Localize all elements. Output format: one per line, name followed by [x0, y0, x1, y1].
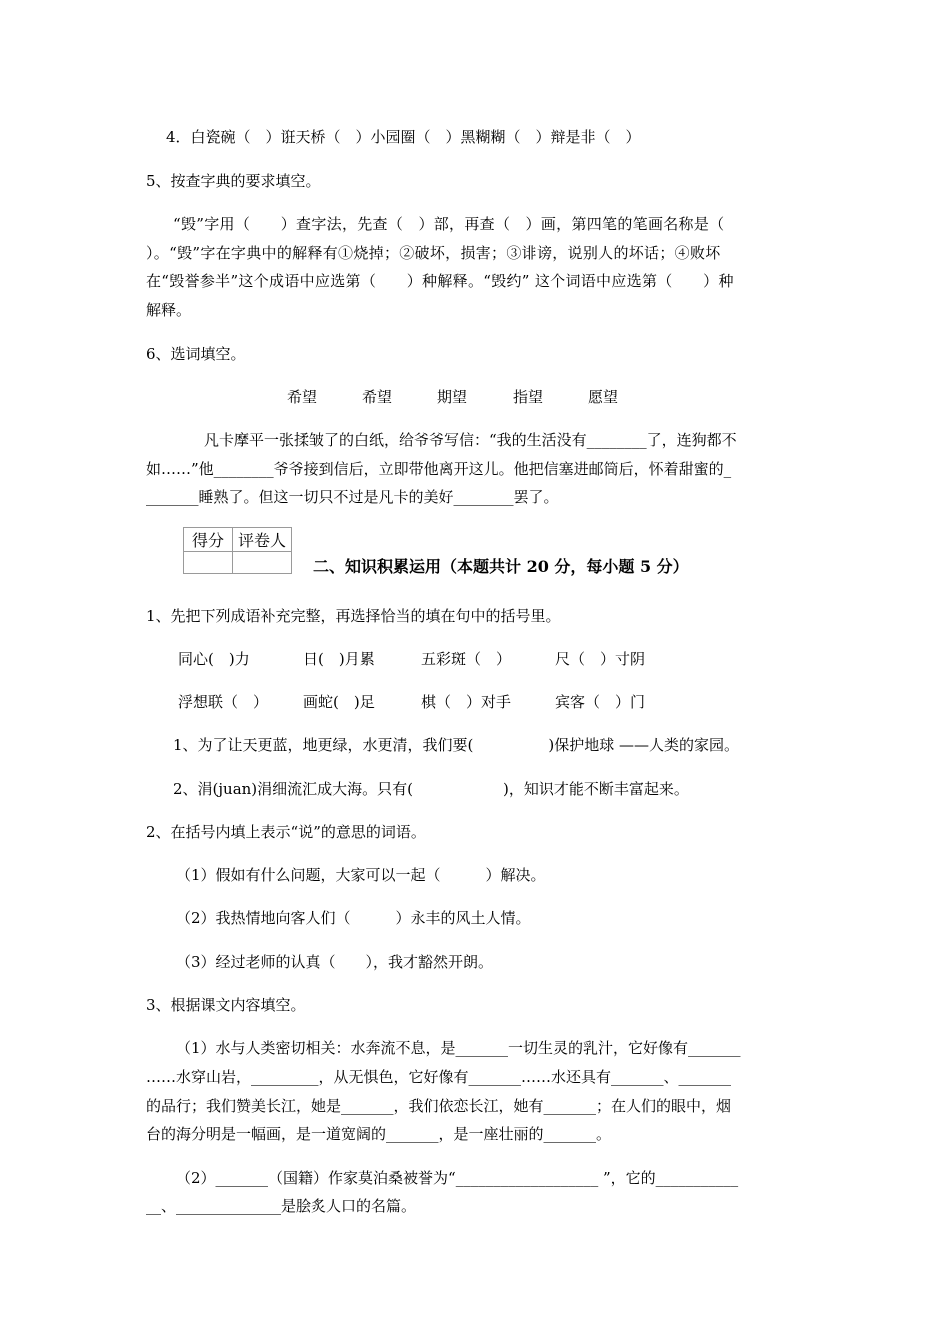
- idiom: 画蛇( )足: [303, 693, 375, 711]
- question-5-line: “毁”字用（ ）查字法，先查（ ）部，再查（ ）画，第四笔的笔画名称是（: [173, 215, 725, 233]
- question-5-title: 5、按查字典的要求填空。: [146, 172, 321, 190]
- section-2-q2-title: 2、在括号内填上表示“说”的意思的词语。: [146, 823, 426, 841]
- section-2-q1-title: 1、先把下列成语补充完整，再选择恰当的填在句中的括号里。: [146, 607, 561, 625]
- question-6-passage-line: 凡卡摩平一张揉皱了的白纸，给爷爷写信：“我的生活没有________了，连狗都不: [204, 431, 737, 449]
- idiom: 棋（ ）对手: [421, 693, 512, 711]
- idiom: 宾客（ ）门: [555, 693, 646, 711]
- q2-item: （3）经过老师的认真（ ），我才豁然开朗。: [176, 953, 494, 971]
- word-choice: 希望: [362, 388, 393, 406]
- section-2-q3-title: 3、根据课文内容填空。: [146, 996, 306, 1014]
- score-label: 得分: [184, 528, 233, 552]
- score-cell[interactable]: [184, 552, 233, 574]
- q3-passage-line: （1）水与人类密切相关：水奔流不息，是_______一切生灵的乳汁，它好像有_______: [176, 1039, 741, 1057]
- idiom: 尺（ ）寸阴: [555, 650, 646, 668]
- q3-passage-line: 的品行；我们赞美长江，她是_______，我们依恋长江，她有_______；在人们的眼中，烟: [146, 1097, 732, 1115]
- idiom: 日( )月累: [303, 650, 375, 668]
- word-choice: 愿望: [588, 388, 619, 406]
- grader-label: 评卷人: [233, 528, 292, 552]
- fill-sentence: 1、为了让天更蓝，地更绿，水更清，我们要( )保护地球 ——人类的家园。: [173, 736, 740, 754]
- idiom: 浮想联（ ）: [178, 693, 269, 711]
- idiom: 五彩斑（ ）: [421, 650, 512, 668]
- question-4: 4．白瓷碗（ ）诳天桥（ ）小园圈（ ）黑糊糊（ ）辩是非（ ）: [166, 128, 641, 146]
- score-box: [183, 527, 292, 574]
- word-choice: 希望: [287, 388, 318, 406]
- word-choice: 指望: [513, 388, 544, 406]
- grader-cell[interactable]: [233, 552, 292, 574]
- q3-passage-line: （2）_______（国籍）作家莫泊桑被誉为“___________________ ”，它的___________: [176, 1169, 739, 1187]
- idiom: 同心( )力: [178, 650, 250, 668]
- word-choice: 期望: [437, 388, 468, 406]
- fill-sentence: 2、涓(juan)涓细流汇成大海。只有( )，知识才能不断丰富起来。: [173, 780, 689, 798]
- q3-passage-line: 台的海分明是一幅画，是一道宽阔的_______，是一座壮丽的_______。: [146, 1125, 612, 1143]
- q2-item: （1）假如有什么问题，大家可以一起（ ）解决。: [176, 866, 546, 884]
- question-5-line: 在“毁誉参半”这个成语中应选第（ ）种解释。“毁约” 这个词语中应选第（ ）种: [146, 272, 734, 290]
- question-6-title: 6、选词填空。: [146, 345, 246, 363]
- question-5-line: 解释。: [146, 301, 192, 319]
- q3-passage-line: ……水穿山岩，_________，从无惧色，它好像有_______……水还具有_______、_______: [146, 1068, 732, 1086]
- word-choices: [0, 386, 950, 408]
- question-6-passage-line: _______睡熟了。但这一切只不过是凡卡的美好________罢了。: [146, 488, 559, 506]
- section-2-heading: 二、知识积累运用（本题共计 20 分，每小题 5 分）: [313, 557, 689, 576]
- q2-item: （2）我热情地向客人们（ ）永丰的风土人情。: [176, 909, 531, 927]
- q3-passage-line: __、______________是脍炙人口的名篇。: [146, 1197, 417, 1215]
- question-5-line: ）。“毁”字在字典中的解释有①烧掉；②破坏，损害；③诽谤，说别人的坏话；④败坏: [146, 244, 721, 262]
- question-6-passage-line: 如……”他________爷爷接到信后，立即带他离开这儿。他把信塞进邮筒后，怀着甜蜜的_: [146, 460, 732, 478]
